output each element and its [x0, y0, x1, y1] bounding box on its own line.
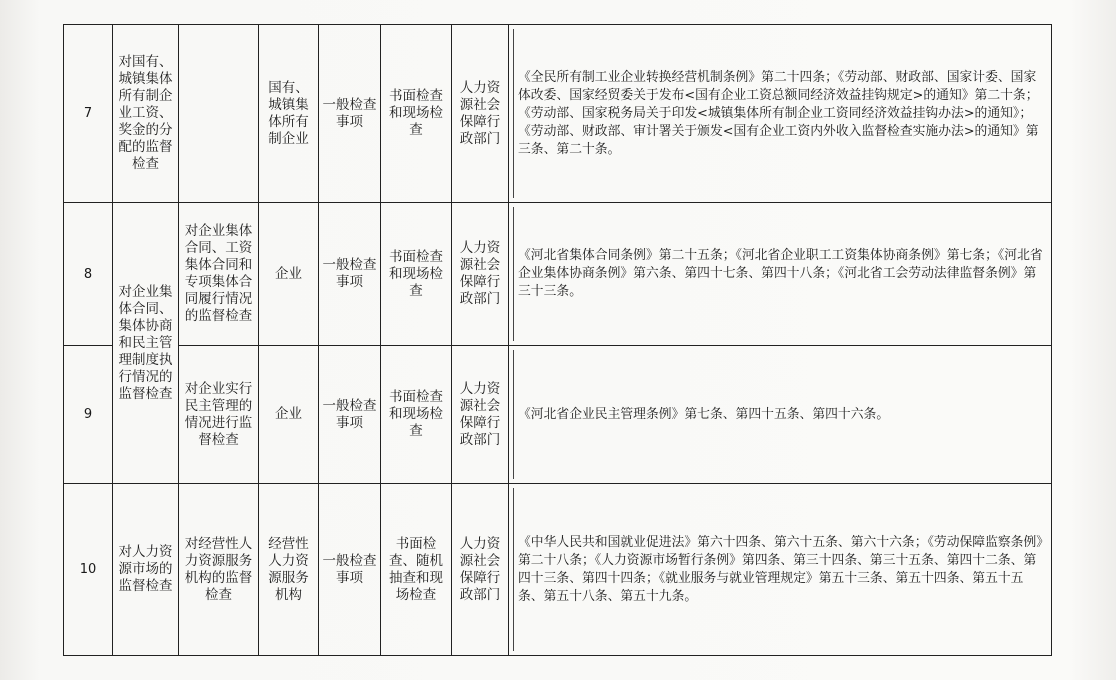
inspection-category: 一般检查事项	[319, 203, 381, 346]
table-row	[64, 203, 1052, 346]
inspection-category: 一般检查事项	[319, 484, 381, 656]
inspection-method: 书面检查、随机抽查和现场检查	[381, 484, 452, 656]
inspection-department: 人力资源社会保障行政部门	[452, 203, 509, 346]
inspection-subitem: 对经营性人力资源服务机构的监督检查	[179, 484, 259, 656]
inspection-method: 书面检查和现场检查	[381, 346, 452, 484]
inspection-item: 对企业集体合同、集体协商和民主管理制度执行情况的监督检查	[113, 203, 179, 484]
inspection-object: 国有、城镇集体所有制企业	[259, 25, 319, 203]
table-row	[64, 25, 1052, 203]
inspection-subitem: 对企业集体合同、工资集体合同和专项集体合同履行情况的监督检查	[179, 203, 259, 346]
legal-basis: 《河北省集体合同条例》第二十五条；《河北省企业职工工资集体协商条例》第七条；《河北省企业集体协商条例》第六条、第四十七条、第四十八条；《河北省工会劳动法律监督条例》第三十三条。	[518, 248, 1043, 299]
cell-divider	[513, 207, 514, 341]
inspection-department: 人力资源社会保障行政部门	[452, 346, 509, 484]
inspection-object: 企业	[259, 203, 319, 346]
row-number: 9	[64, 346, 113, 484]
row-number: 10	[64, 484, 113, 656]
inspection-items-table	[63, 24, 1052, 656]
cell-divider	[513, 350, 514, 479]
table-row	[64, 346, 1052, 484]
legal-basis-cell	[509, 203, 1052, 346]
legal-basis: 《全民所有制工业企业转换经营机制条例》第二十四条；《劳动部、财政部、国家计委、国家体改委、国家经贸委关于发布<国有企业工资总额同经济效益挂钩规定>的通知》第二十条；《劳动部、国家税务局关于印发<城镇集体所有制企业工资同经济效益挂钩办法>的通知》；《劳动部、财政部、审计署关于颁发<国有企业工资内外收入监督检查实施办法>的通知》第三条、第二十条。	[518, 69, 1039, 157]
inspection-object: 企业	[259, 346, 319, 484]
legal-basis: 《中华人民共和国就业促进法》第六十四条、第六十五条、第六十六条；《劳动保障监察条例》第二十八条；《人力资源市场暂行条例》第四条、第三十四条、第三十五条、第四十二条、第四十三条、第四十四条；《就业服务与就业管理规定》第五十三条、第五十四条、第五十五条、第五十八条、第五十九条。	[518, 534, 1043, 604]
inspection-department: 人力资源社会保障行政部门	[452, 484, 509, 656]
legal-basis-cell	[509, 25, 1052, 203]
legal-basis: 《河北省企业民主管理条例》第七条、第四十五条、第四十六条。	[518, 406, 890, 422]
inspection-item: 对人力资源市场的监督检查	[113, 484, 179, 656]
table-row	[64, 484, 1052, 656]
cell-divider	[513, 29, 514, 198]
inspection-item: 对国有、城镇集体所有制企业工资、奖金的分配的监督检查	[113, 25, 179, 203]
inspection-category: 一般检查事项	[319, 346, 381, 484]
inspection-subitem: 对企业实行民主管理的情况进行监督检查	[179, 346, 259, 484]
legal-basis-cell	[509, 346, 1052, 484]
inspection-method: 书面检查和现场检查	[381, 25, 452, 203]
legal-basis-cell	[509, 484, 1052, 656]
inspection-category: 一般检查事项	[319, 25, 381, 203]
row-number: 8	[64, 203, 113, 346]
inspection-method: 书面检查和现场检查	[381, 203, 452, 346]
inspection-object: 经营性人力资源服务机构	[259, 484, 319, 656]
cell-divider	[513, 488, 514, 651]
inspection-subitem	[179, 25, 259, 203]
row-number: 7	[64, 25, 113, 203]
inspection-department: 人力资源社会保障行政部门	[452, 25, 509, 203]
